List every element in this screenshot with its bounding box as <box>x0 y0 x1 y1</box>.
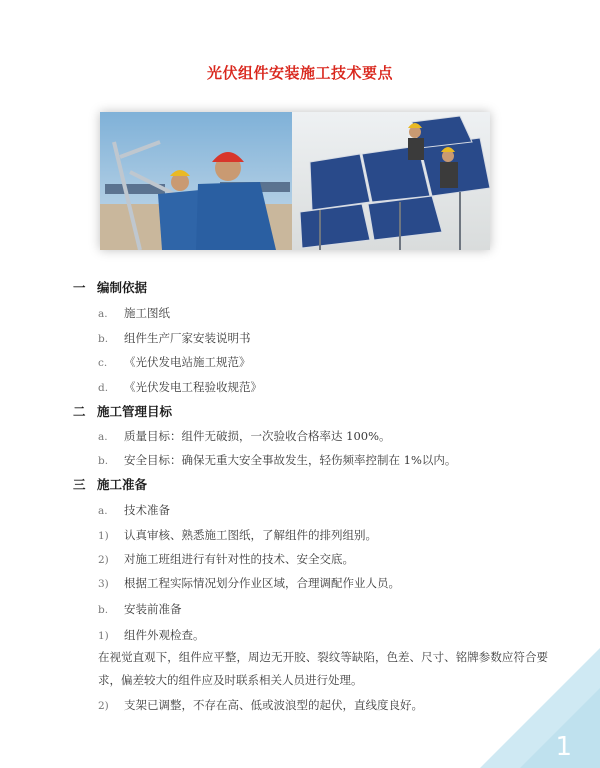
section-heading-goals: 二 施工管理目标 <box>73 404 173 419</box>
list-item: c. 《光伏发电站施工规范》 <box>98 355 251 369</box>
list-item: 2) 对施工班组进行有针对性的技术、安全交底。 <box>98 552 354 566</box>
list-item: 1) 组件外观检查。 <box>98 628 205 642</box>
workers-installing-panels-photo <box>292 112 490 250</box>
header-photo-illustration <box>100 112 490 250</box>
body-paragraph: 在视觉直观下，组件应平整，周边无开胶、裂纹等缺陷，色差、尺寸、铭牌参数应符合要求，偏差较大的组件应及时联系相关人员进行处理。 <box>98 650 548 687</box>
list-item: 2) 支架已调整，不存在高、低或波浪型的起伏，直线度良好。 <box>98 698 423 712</box>
header-photo-strip <box>100 112 490 250</box>
page-number: 1 <box>555 732 572 762</box>
sub-heading-pre-install: b. 安装前准备 <box>98 602 182 616</box>
sub-heading-tech: a. 技术准备 <box>98 503 170 517</box>
list-item: b. 安全目标：确保无重大安全事故发生，轻伤频率控制在 1%以内。 <box>98 453 457 467</box>
list-item: b. 组件生产厂家安装说明书 <box>98 331 251 345</box>
section-heading-preparation: 三 施工准备 <box>73 477 148 492</box>
list-item: a. 质量目标：组件无破损，一次验收合格率达 100%。 <box>98 429 391 443</box>
document-title: 光伏组件安装施工技术要点 <box>206 64 393 82</box>
page-corner-decoration <box>480 648 600 768</box>
section-heading-basis: 一 编制依据 <box>73 280 148 295</box>
list-item: d. 《光伏发电工程验收规范》 <box>98 380 262 394</box>
list-item: 3) 根据工程实际情况划分作业区域，合理调配作业人员。 <box>98 576 400 590</box>
workers-installing-bracket-photo <box>100 112 292 250</box>
list-item: a. 施工图纸 <box>98 306 170 320</box>
list-item: 1) 认真审核、熟悉施工图纸，了解组件的排列组别。 <box>98 528 377 542</box>
